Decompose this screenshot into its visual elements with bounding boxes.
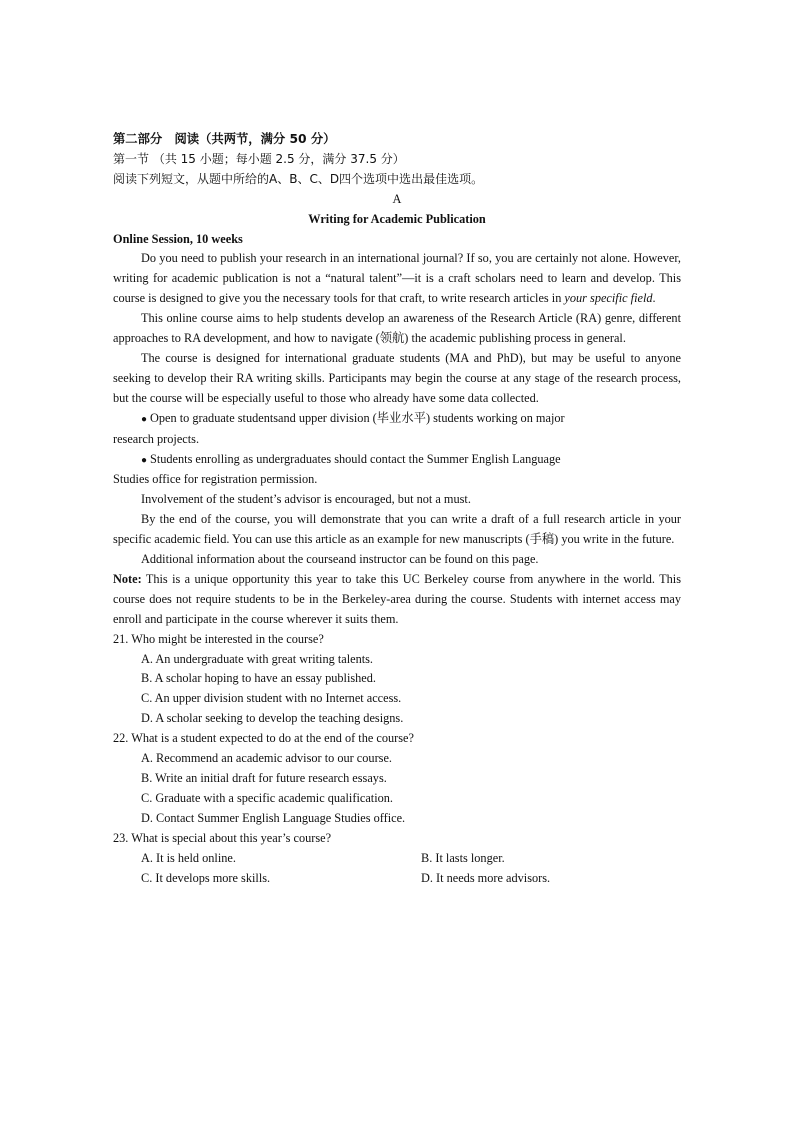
paragraph-1-text: Do you need to publish your research in an international journal? If so, you are certainly not alone. However, writing for academic publication is not a “natural talent”—it is a craft scholars need to learn and develop. This course is designed to give you the necessary tools for that craft, to write research articles in	[113, 251, 681, 306]
bullet-icon: ●	[141, 454, 148, 466]
question-22-stem: 22. What is a student expected to do at the end of the course?	[113, 731, 414, 746]
part-header	[113, 130, 681, 150]
question-22-option-d: D. Contact Summer English Language Studies office.	[141, 810, 406, 825]
passage-letter: A	[392, 191, 402, 206]
part-title: 第二部分	[113, 132, 163, 146]
paragraph-2: This online course aims to help students develop an awareness of the Research Article (RA) genre, different approaches to RA development, and how to navigate (领航) the academic publishing process in general.	[113, 311, 681, 346]
document-page	[113, 130, 681, 888]
question-22-option-c: C. Graduate with a specific academic qualification.	[141, 790, 393, 805]
paragraph-1-end: .	[652, 291, 656, 306]
question-21-option-a: A. An undergraduate with great writing talents.	[141, 651, 373, 666]
bullet-2-continuation: Studies office for registration permission.	[113, 472, 318, 487]
question-21-option-d: D. A scholar seeking to develop the teaching designs.	[141, 711, 404, 726]
question-21-stem: 21. Who might be interested in the course?	[113, 631, 324, 646]
question-23-option-a: A. It is held online.	[141, 850, 236, 865]
question-21-option-c: C. An upper division student with no Internet access.	[141, 691, 402, 706]
bullet-item-1	[113, 409, 681, 430]
bullet-2-text: Students enrolling as undergraduates should contact the Summer English Language	[150, 451, 561, 466]
bullet-icon: ●	[141, 413, 148, 425]
paragraph-5: By the end of the course, you will demonstrate that you can write a draft of a full research article in your specific academic field. You can use this article as an example for new manuscripts (手稿) you write in the future.	[113, 512, 681, 547]
passage-title: Writing for Academic Publication	[308, 211, 486, 226]
paragraph-4: Involvement of the student’s advisor is encouraged, but not a must.	[141, 492, 471, 507]
bullet-item-2	[113, 450, 681, 471]
section-title: 第一节 （共 15 小题；每小题 2.5 分，满分 37.5 分）	[113, 151, 405, 166]
note-label: Note:	[113, 571, 142, 586]
note-paragraph	[113, 570, 681, 630]
question-22-option-b: B. Write an initial draft for future research essays.	[141, 771, 387, 785]
instructions: 阅读下列短文，从题中所给的A、B、C、D四个选项中选出最佳选项。	[113, 171, 484, 186]
note-text: This is a unique opportunity this year to take this UC Berkeley course from anywhere in the world. This course does not require students to be in the Berkeley-area during the course. Students with internet access may enroll and participate in the course wherever it suits them.	[113, 571, 681, 626]
bullet-1-text: Open to graduate studentsand upper division (毕业水平) students working on major	[150, 410, 565, 425]
paragraph-6: Additional information about the courseand instructor can be found on this page.	[141, 552, 539, 567]
paragraph-1	[113, 249, 681, 309]
session-label: Online Session, 10 weeks	[113, 231, 243, 246]
paragraph-3: The course is designed for international graduate students (MA and PhD), but may be useful to anyone seeking to develop their RA writing skills. Participants may begin the course at any stage of the research process, but the course will be especially useful to those who already have some data collected.	[113, 350, 681, 405]
bullet-1-continuation: research projects.	[113, 431, 200, 446]
question-23-option-d: D. It needs more advisors.	[421, 870, 551, 885]
question-23-option-c: C. It develops more skills.	[141, 870, 271, 885]
part-subtitle: 阅读（共两节，满分 50 分）	[174, 132, 336, 146]
question-23-options-row-2	[113, 869, 681, 889]
question-21-option-b: B. A scholar hoping to have an essay published.	[141, 671, 376, 686]
question-23-options-row-1	[113, 849, 681, 869]
question-23-stem: 23. What is special about this year’s course?	[113, 830, 332, 845]
question-23-option-b: B. It lasts longer.	[421, 850, 505, 865]
paragraph-1-emphasis: your specific field	[564, 291, 653, 306]
question-22-option-a: A. Recommend an academic advisor to our course.	[141, 751, 392, 766]
